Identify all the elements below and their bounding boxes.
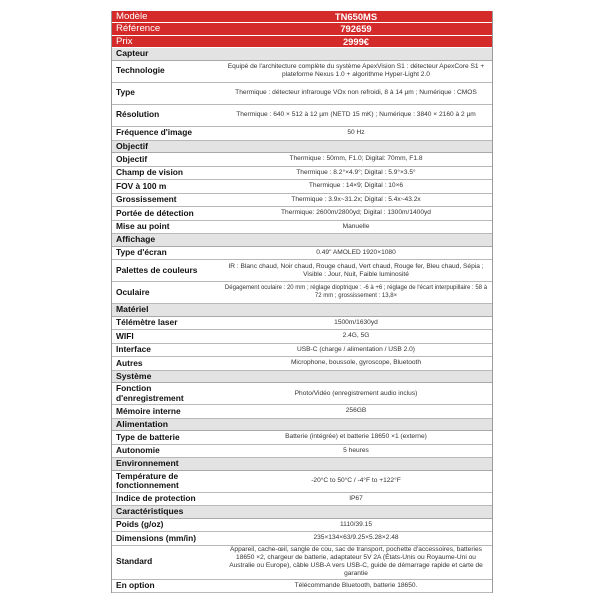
reference-value: 792659 bbox=[340, 23, 372, 35]
section-title: Matériel bbox=[116, 304, 149, 314]
model-label: Modèle bbox=[116, 10, 148, 22]
section-environnement bbox=[112, 458, 492, 471]
section-affichage bbox=[112, 234, 492, 247]
spec-label: WIFI bbox=[116, 330, 134, 341]
section-title: Caractéristiques bbox=[116, 506, 184, 516]
spec-label: Indice de protection bbox=[116, 493, 196, 503]
section-systeme bbox=[112, 371, 492, 384]
spec-row-memoire bbox=[112, 405, 492, 419]
spec-label: Mise au point bbox=[116, 221, 170, 231]
spec-label: FOV à 100 m bbox=[116, 180, 167, 191]
spec-value: Microphone, boussole, gyroscope, Bluetooth bbox=[290, 359, 422, 367]
spec-label: Standard bbox=[116, 556, 153, 567]
price-value: 2999€ bbox=[342, 35, 370, 47]
section-alimentation bbox=[112, 419, 492, 432]
section-objectif bbox=[112, 141, 492, 154]
spec-label: Poids (g/oz) bbox=[116, 519, 164, 529]
spec-value: Photo/Vidéo (enregistrement audio inclus) bbox=[294, 389, 418, 397]
section-title: Système bbox=[116, 370, 152, 381]
spec-row-dimensions bbox=[112, 532, 492, 546]
spec-row-batterie bbox=[112, 431, 492, 445]
spec-row-resolution bbox=[112, 105, 492, 127]
spec-value: 5 heures bbox=[343, 446, 369, 454]
spec-value: IR : Blanc chaud, Noir chaud, Rouge chaud, Vert chaud, Rouge fer, Bleu chaud, Sépia ; Visible : Jour, Nuit, Faible luminosité bbox=[228, 262, 484, 278]
spec-label: En option bbox=[116, 580, 155, 590]
spec-value: USB-C (charge / alimentation / USB 2.0) bbox=[296, 345, 415, 353]
spec-value: 0.49" AMOLED 1920×1080 bbox=[316, 248, 396, 256]
spec-value: Appareil, cache-œil, sangle de cou, sac de transport, pochette d'accessoires, batteries 18650 ×2, chargeur de batterie, adaptateur 5V 2A (États-Unis ou Royaume-Uni ou Australie ou Europe), câble USB-A vers USB-C, guide de démarrage rapide et carte de garantie bbox=[229, 546, 483, 577]
spec-label: Portée de détection bbox=[116, 207, 194, 218]
spec-row-interface bbox=[112, 344, 492, 358]
spec-row-option bbox=[112, 580, 492, 594]
section-title: Environnement bbox=[116, 458, 179, 468]
spec-row-grossissement bbox=[112, 194, 492, 208]
spec-label: Mémoire interne bbox=[116, 405, 181, 416]
spec-label: Technologie bbox=[116, 65, 165, 76]
spec-row-standard bbox=[112, 546, 492, 580]
spec-value: 50 Hz bbox=[347, 129, 365, 137]
spec-label: Objectif bbox=[116, 153, 148, 164]
spec-value: 1500m/1630yd bbox=[334, 318, 378, 326]
spec-value: 235×134×63/9.25×5.28×2.48 bbox=[313, 534, 399, 542]
spec-label: Dimensions (mm/in) bbox=[116, 532, 197, 543]
spec-label: Grossissement bbox=[116, 194, 177, 204]
spec-label: Palettes de couleurs bbox=[116, 264, 198, 275]
spec-row-indice bbox=[112, 493, 492, 507]
spec-row-ecran bbox=[112, 247, 492, 261]
spec-label: Fréquence d'image bbox=[116, 127, 192, 138]
spec-label: Type d'écran bbox=[116, 247, 167, 257]
spec-label: Type bbox=[116, 87, 135, 98]
spec-value: 2.4G, 5G bbox=[342, 332, 370, 340]
spec-label: Résolution bbox=[116, 109, 160, 120]
model-row bbox=[112, 11, 492, 23]
spec-label: Oculaire bbox=[116, 286, 150, 297]
spec-value: Thermique: 2600m/2800yd; Digital : 1300m/1400yd bbox=[281, 209, 431, 217]
spec-row-technologie bbox=[112, 61, 492, 83]
section-materiel bbox=[112, 304, 492, 317]
spec-row-autonomie bbox=[112, 445, 492, 459]
spec-label: Fonction d'enregistrement bbox=[116, 383, 184, 403]
spec-value: Dégagement oculaire : 20 mm ; réglage dioptrique : -6 à +6 ; réglage de l'écart interpupillaire : 58 à 72 mm ; grossissement : 13,8× bbox=[224, 284, 488, 299]
spec-label: Type de batterie bbox=[116, 431, 180, 442]
spec-value: Manuelle bbox=[342, 222, 370, 230]
spec-value: Thermique : 3.9x~31.2x; Digital : 5.4x~43.2x bbox=[291, 195, 421, 203]
spec-value: -20°C to 50°C / -4°F to +122°F bbox=[311, 477, 401, 485]
price-label: Prix bbox=[116, 35, 133, 47]
spec-row-telemetre bbox=[112, 317, 492, 331]
spec-row-wifi bbox=[112, 330, 492, 344]
spec-row-autres bbox=[112, 357, 492, 371]
reference-row bbox=[112, 23, 492, 36]
section-title: Capteur bbox=[116, 48, 149, 58]
spec-value: 256GB bbox=[345, 407, 367, 415]
spec-row-mise-au-point bbox=[112, 221, 492, 235]
spec-label: Autonomie bbox=[116, 445, 160, 455]
spec-value: 1110/39.15 bbox=[339, 520, 373, 528]
spec-row-palettes bbox=[112, 260, 492, 282]
spec-row-type bbox=[112, 83, 492, 105]
spec-value: Thermique : 640 × 512 à 12 µm (NETD 15 mK) ; Numérique : 3840 × 2160 à 2 µm bbox=[236, 111, 476, 119]
section-title: Objectif bbox=[116, 140, 148, 151]
spec-value: Batterie (intégrée) et batterie 18650 ×1 (externe) bbox=[285, 433, 427, 441]
spec-row-objectif bbox=[112, 153, 492, 167]
spec-label: Interface bbox=[116, 344, 151, 354]
reference-label: Référence bbox=[116, 23, 161, 35]
spec-label: Autres bbox=[116, 357, 143, 368]
spec-row-champ bbox=[112, 167, 492, 181]
spec-row-fonction bbox=[112, 383, 492, 405]
spec-row-fov bbox=[112, 180, 492, 194]
spec-value: Thermique : détecteur infrarouge VOx non refroidi, 8 à 14 µm ; Numérique : CMOS bbox=[235, 89, 477, 97]
spec-label: Champ de vision bbox=[116, 167, 184, 177]
spec-value: Thermique : 8.2°×4.9°; Digital : 5.9°×3.5° bbox=[296, 168, 416, 176]
spec-value: Equipé de l'architecture complète du système ApexVision S1 : détecteur ApexCore S1 + plateforme Nexus 1.0 + algorithme Hyper-Light 2.0 bbox=[227, 63, 485, 78]
spec-value: IP67 bbox=[349, 494, 363, 502]
spec-row-poids bbox=[112, 519, 492, 533]
model-value: TN650MS bbox=[334, 10, 378, 22]
spec-label: Télémètre laser bbox=[116, 317, 178, 327]
spec-row-frequence bbox=[112, 127, 492, 141]
spec-label: Température de fonctionnement bbox=[116, 470, 179, 490]
spec-row-temperature bbox=[112, 471, 492, 493]
section-title: Alimentation bbox=[116, 418, 169, 429]
section-title: Affichage bbox=[116, 234, 156, 244]
spec-row-portee bbox=[112, 207, 492, 221]
spec-value: Télécommande Bluetooth, batterie 18650. bbox=[294, 581, 418, 589]
spec-sheet bbox=[111, 11, 493, 593]
spec-value: Thermique : 50mm, F1.0; Digital: 70mm, F1.8 bbox=[289, 155, 423, 163]
price-row bbox=[112, 36, 492, 48]
spec-row-oculaire bbox=[112, 282, 492, 304]
section-caracteristiques bbox=[112, 506, 492, 519]
spec-value: Thermique : 14×9; Digital : 10×6 bbox=[308, 182, 404, 190]
section-capteur bbox=[112, 48, 492, 61]
